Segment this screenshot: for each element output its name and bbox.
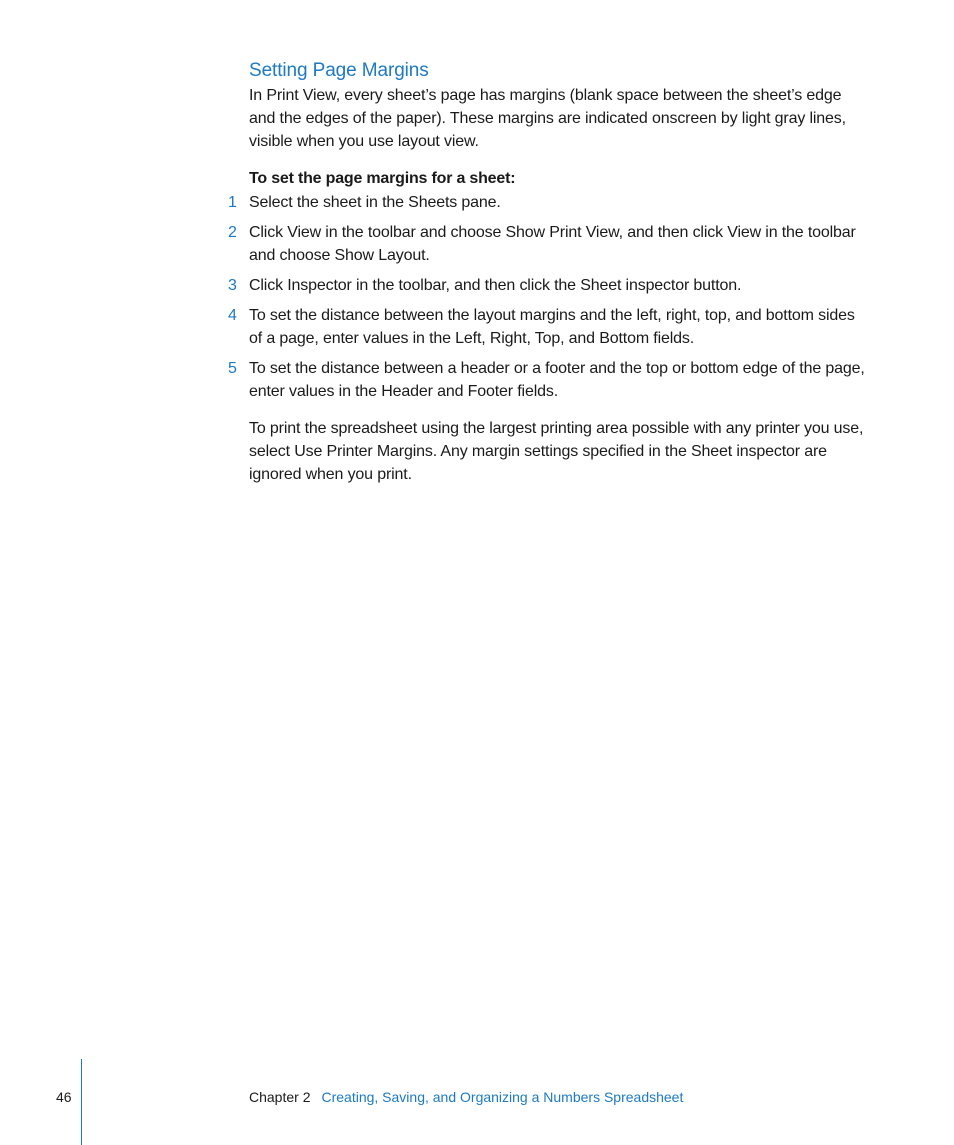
step-item: [228, 357, 869, 403]
step-number: 3: [228, 277, 237, 294]
step-number: 1: [228, 194, 237, 211]
chapter-title-link[interactable]: Creating, Saving, and Organizing a Numbers Spreadsheet: [321, 1089, 684, 1105]
section-title: Setting Page Margins: [249, 60, 429, 81]
step-number: 2: [228, 224, 237, 241]
step-text: To set the distance between the layout margins and the left, right, top, and bottom sides of a page, enter values in the Left, Right, Top, and Bottom fields.: [249, 307, 855, 347]
chapter-label: Chapter 2: [249, 1089, 311, 1105]
intro-paragraph: In Print View, every sheet’s page has margins (blank space between the sheet’s edge and the edges of the paper). These margins are indicated onscreen by light gray lines, visible when you use layout view.: [249, 87, 846, 150]
steps-list: [228, 191, 869, 403]
step-text: Click View in the toolbar and choose Show Print View, and then click View in the toolbar and choose Show Layout.: [249, 224, 856, 264]
step-item: [228, 221, 869, 267]
page-number: 46: [56, 1089, 72, 1105]
footer-divider: [81, 1059, 82, 1145]
step-text: Select the sheet in the Sheets pane.: [249, 194, 501, 211]
step-item: [228, 274, 869, 297]
step-number: 4: [228, 307, 237, 324]
step-text: To set the distance between a header or a footer and the top or bottom edge of the page, enter values in the Header and Footer fields.: [249, 360, 865, 400]
step-number: 5: [228, 360, 237, 377]
main-content: [228, 58, 869, 486]
step-item: [228, 304, 869, 350]
step-text: Click Inspector in the toolbar, and then click the Sheet inspector button.: [249, 277, 742, 294]
footer-chapter: [249, 1087, 683, 1107]
closing-paragraph: To print the spreadsheet using the largest printing area possible with any printer you use, select Use Printer Margins. Any margin settings specified in the Sheet inspector are ignored when you print.: [249, 420, 864, 483]
step-item: [228, 191, 869, 214]
task-heading: To set the page margins for a sheet:: [249, 170, 516, 187]
